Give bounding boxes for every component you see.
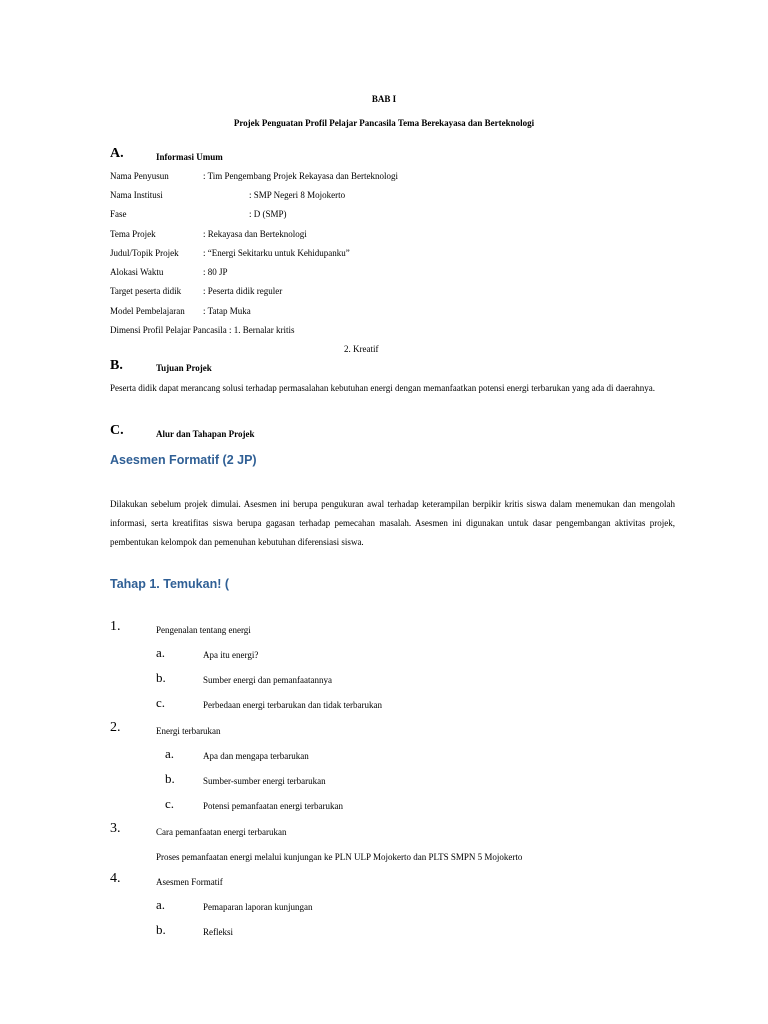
info-value: : SMP Negeri 8 Mojokerto bbox=[249, 190, 346, 200]
sublist-item: Perbedaan energi terbarukan dan tidak terbarukan bbox=[203, 700, 383, 710]
section-c-heading: Alur dan Tahapan Projek bbox=[156, 429, 255, 439]
section-a-letter: A. bbox=[110, 146, 124, 161]
dimensi-label: Dimensi Profil Pelajar Pancasila : 1. Bernalar kritis bbox=[110, 325, 295, 335]
list-item: Cara pemanfaatan energi terbarukan bbox=[156, 827, 287, 837]
info-value: : Peserta didik reguler bbox=[203, 286, 283, 296]
section-b-heading: Tujuan Projek bbox=[156, 363, 212, 373]
tahap-1-heading: Tahap 1. Temukan! ( bbox=[110, 577, 230, 591]
sublist-item: Sumber-sumber energi terbarukan bbox=[203, 776, 326, 786]
sublist-item: Apa dan mengapa terbarukan bbox=[203, 751, 309, 761]
info-label: Tema Projek bbox=[110, 229, 156, 239]
asesmen-heading: Asesmen Formatif (2 JP) bbox=[110, 453, 257, 467]
list-item: Pengenalan tentang energi bbox=[156, 625, 251, 635]
asesmen-paragraph: Dilakukan sebelum projek dimulai. Asesmen ini berupa pengukuran awal terhadap keterampilan berpikir kritis siswa dalam menemukan dan mengolah informasi, serta kreatifitas siswa berupa gagasan terhadap pemecahan masalah. Asesmen ini digunakan untuk dasar pengembangan aktivitas projek, pembentukan kelompok dan pemenuhan kebutuhan diferensiasi siswa. bbox=[110, 499, 675, 547]
info-value: : 80 JP bbox=[203, 267, 228, 277]
info-label: Fase bbox=[110, 209, 127, 219]
sublist-letter: a. bbox=[156, 897, 166, 912]
info-label: Judul/Topik Projek bbox=[110, 248, 179, 258]
info-label: Nama Institusi bbox=[110, 190, 163, 200]
info-value: : Tim Pengembang Projek Rekayasa dan Berteknologi bbox=[203, 171, 398, 181]
list-number: 2. bbox=[110, 720, 121, 735]
list-number: 1. bbox=[110, 619, 121, 634]
section-a-heading: Informasi Umum bbox=[156, 152, 223, 162]
sublist-item: Apa itu energi? bbox=[203, 650, 259, 660]
info-value: : D (SMP) bbox=[249, 209, 287, 219]
list-number: 3. bbox=[110, 821, 121, 836]
info-label: Model Pembelajaran bbox=[110, 306, 185, 316]
info-value: : Rekayasa dan Berteknologi bbox=[203, 229, 307, 239]
list-item: Energi terbarukan bbox=[156, 726, 221, 736]
sublist-letter: a. bbox=[156, 645, 166, 660]
tujuan-text: Peserta didik dapat merancang solusi terhadap permasalahan kebutuhan energi dengan memanfaatkan potensi energi terbarukan yang ada di daerahnya. bbox=[110, 383, 655, 393]
info-value: : Tatap Muka bbox=[203, 306, 251, 316]
chapter-title: BAB I bbox=[371, 94, 397, 104]
dimensi-second: 2. Kreatif bbox=[344, 344, 379, 354]
sublist-letter: b. bbox=[156, 670, 166, 685]
sublist-item: Potensi pemanfaatan energi terbarukan bbox=[203, 801, 344, 811]
sublist-letter: b. bbox=[156, 922, 166, 937]
sublist-letter: a. bbox=[165, 746, 175, 761]
info-label: Alokasi Waktu bbox=[110, 267, 164, 277]
info-value: : “Energi Sekitarku untuk Kehidupanku” bbox=[203, 248, 350, 258]
list-number: 4. bbox=[110, 871, 121, 886]
sublist-item: Sumber energi dan pemanfaatannya bbox=[203, 675, 333, 685]
sublist-letter: c. bbox=[156, 695, 166, 710]
section-b-letter: B. bbox=[110, 358, 123, 373]
sublist-letter: c. bbox=[165, 796, 175, 811]
sublist-letter: b. bbox=[165, 771, 175, 786]
section-c-letter: C. bbox=[110, 423, 124, 438]
info-label: Nama Penyusun bbox=[110, 171, 169, 181]
info-label: Target peserta didik bbox=[110, 286, 182, 296]
list-item-note: Proses pemanfaatan energi melalui kunjungan ke PLN ULP Mojokerto dan PLTS SMPN 5 Mojokerto bbox=[156, 852, 523, 862]
sublist-item: Refleksi bbox=[203, 927, 233, 937]
list-item: Asesmen Formatif bbox=[156, 877, 223, 887]
sublist-item: Pemaparan laporan kunjungan bbox=[203, 902, 313, 912]
document-title: Projek Penguatan Profil Pelajar Pancasila Tema Berekayasa dan Berteknologi bbox=[233, 118, 535, 128]
